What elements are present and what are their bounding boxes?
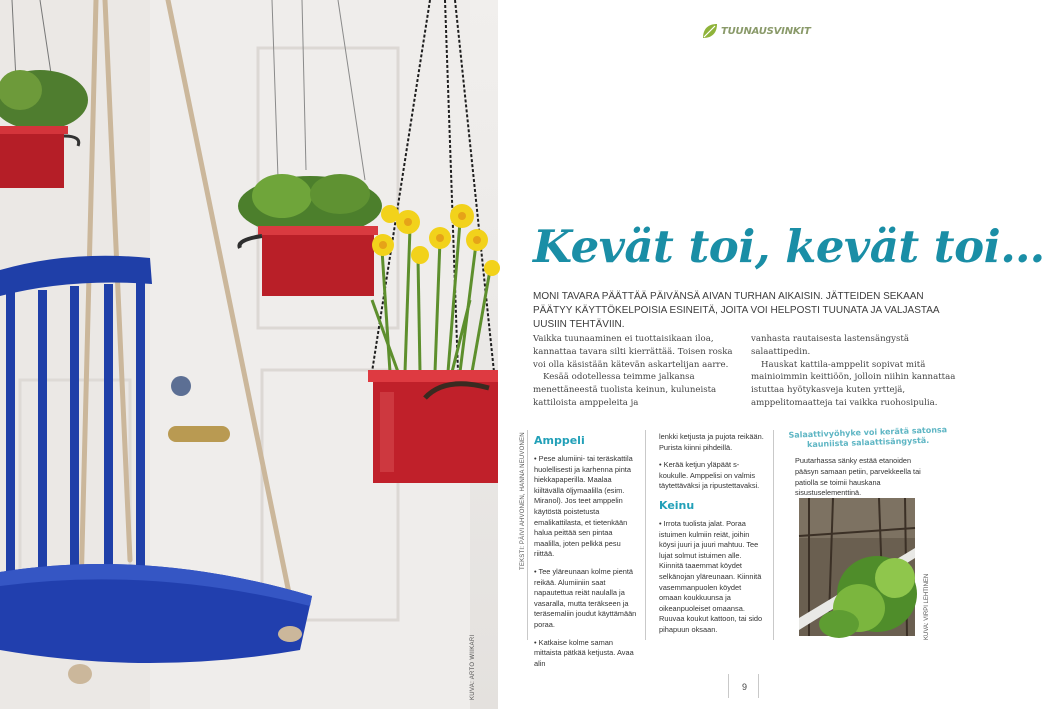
- salad-bed-photo: [799, 498, 915, 636]
- instruction-item: • Tee yläreunaan kolme pientä reikää. Alumiiniin saat napautettua reiät naulalla ja vasaralla, mutta teräkseen ja teräsemaliin joudut käyttämään poraa.: [534, 566, 637, 629]
- article-title: Kevät toi, kevät toi…: [533, 220, 1045, 273]
- instruction-item: • Pese alumiini- tai teräskattila huolellisesti ja karhenna pinta hiekkapaperilla. Maalaa kiiltävällä öljymaalilla (esim. Miranol). Jos teet amppelin käytöstä poistetusta emalikattilasta, et tietenkään halua peittää sen pintaa maalilla, joten pelkkä pesu riittää.: [534, 454, 633, 559]
- page-number-divider: [758, 674, 759, 698]
- column-divider: [773, 430, 774, 640]
- intro-column-2: [751, 333, 963, 410]
- intro-paragraph: vanhasta rautaisesta lastensängystä salaattipedin.: [751, 334, 909, 357]
- intro-paragraph: Kesää odotellessa teimme jalkansa menettäneestä tuolista keinun, kuluneista kattiloista amppeleita ja: [533, 372, 717, 408]
- instructions-column-2: [659, 432, 765, 643]
- text-credit: TEKSTI: PÄIVI AHVONEN, HANNA NEUVONEN: [520, 432, 526, 570]
- instruction-item: • Katkaise kolme saman mittaista pätkää ketjusta. Avaa alin: [534, 637, 634, 668]
- door-lock: [171, 376, 191, 396]
- intro-paragraph: Vaikka tuunaaminen ei tuottaisikaan iloa, kannattaa tavara silti kierrättää. Toisen roska voi olla käsistään kätevän askartelijan aarre.: [533, 334, 733, 370]
- instruction-item: • Irrota tuolista jalat. Poraa istuimen kulmiin reiät, joihin köysi juuri ja juuri mahtuu. Tee lujat solmut istuimen alle. Kiinnitä taaemmat köydet selkänojan yläreunaan. Kiinnitä vasemmanpuolen köydet omaan koukkuunsa ja oikeanpuoleiset omaansa. Ruuvaa koukut kattoon, tai sido pihapuun oksaan.: [659, 518, 763, 634]
- leaf-icon: [701, 22, 719, 40]
- door-handle: [168, 426, 230, 442]
- tip-heading: [783, 425, 954, 451]
- tip-photo-credit: KUVA: VIRPI LEHTINEN: [924, 573, 930, 640]
- instruction-item: lenkki ketjusta ja pujota reikään. Purista kiinni pihdeillä.: [659, 432, 764, 452]
- photo-credit: KUVA: ARTO WIIKARI: [470, 634, 476, 700]
- photo-illustration: [0, 0, 498, 709]
- instruction-item: • Kerää ketjun yläpäät s-koukulle. Amppelisi on valmis täytettäväksi ja ripustettavaksi.: [659, 460, 760, 491]
- section-logo: [701, 20, 811, 42]
- section-logo-text: TUUNAUSVINKIT: [721, 25, 811, 37]
- pot-daffodils: [368, 370, 498, 483]
- salad-bed-illustration: [799, 498, 915, 636]
- column-divider: [645, 430, 646, 640]
- column-divider: [527, 430, 528, 640]
- intro-paragraph: Hauskat kattila-amppelit sopivat mitä mainioimmin keittiöön, jolloin niihin kannattaa istuttaa hyötykasveja kuten yrttejä, amppelitomaatteja tai vaikka ruohosipulia.: [751, 359, 956, 408]
- page-number: 9: [742, 682, 748, 692]
- tip-body: Puutarhassa sänky estää etanoiden pääsyn samaan petiin, parvekkeella tai patiolla se toimii hauskana sisustuselementtinä.: [795, 456, 921, 498]
- keinu-heading: Keinu: [659, 498, 695, 512]
- article-lead: MONI TAVARA PÄÄTTÄÄ PÄIVÄNSÄ AIVAN TURHAN AIKAISIN. JÄTTEIDEN SEKAAN PÄÄTYY KÄYTTÖKELPOISIA ESINEITÄ, JOITA VOI HELPOSTI TUUNATA JA VALJASTAA UUSIIN TEHTÄVIIN.: [533, 291, 940, 330]
- hero-photo: [0, 0, 498, 709]
- tip-heading-line: Salaattivyöhyke voi kerätä satonsa: [788, 425, 948, 440]
- tip-heading-line: kauniista salaattisängystä.: [806, 435, 930, 450]
- page-number-divider: [728, 674, 729, 698]
- amppeli-column: [534, 434, 638, 676]
- intro-column-1: [533, 333, 745, 410]
- amppeli-heading: Amppeli: [534, 434, 585, 447]
